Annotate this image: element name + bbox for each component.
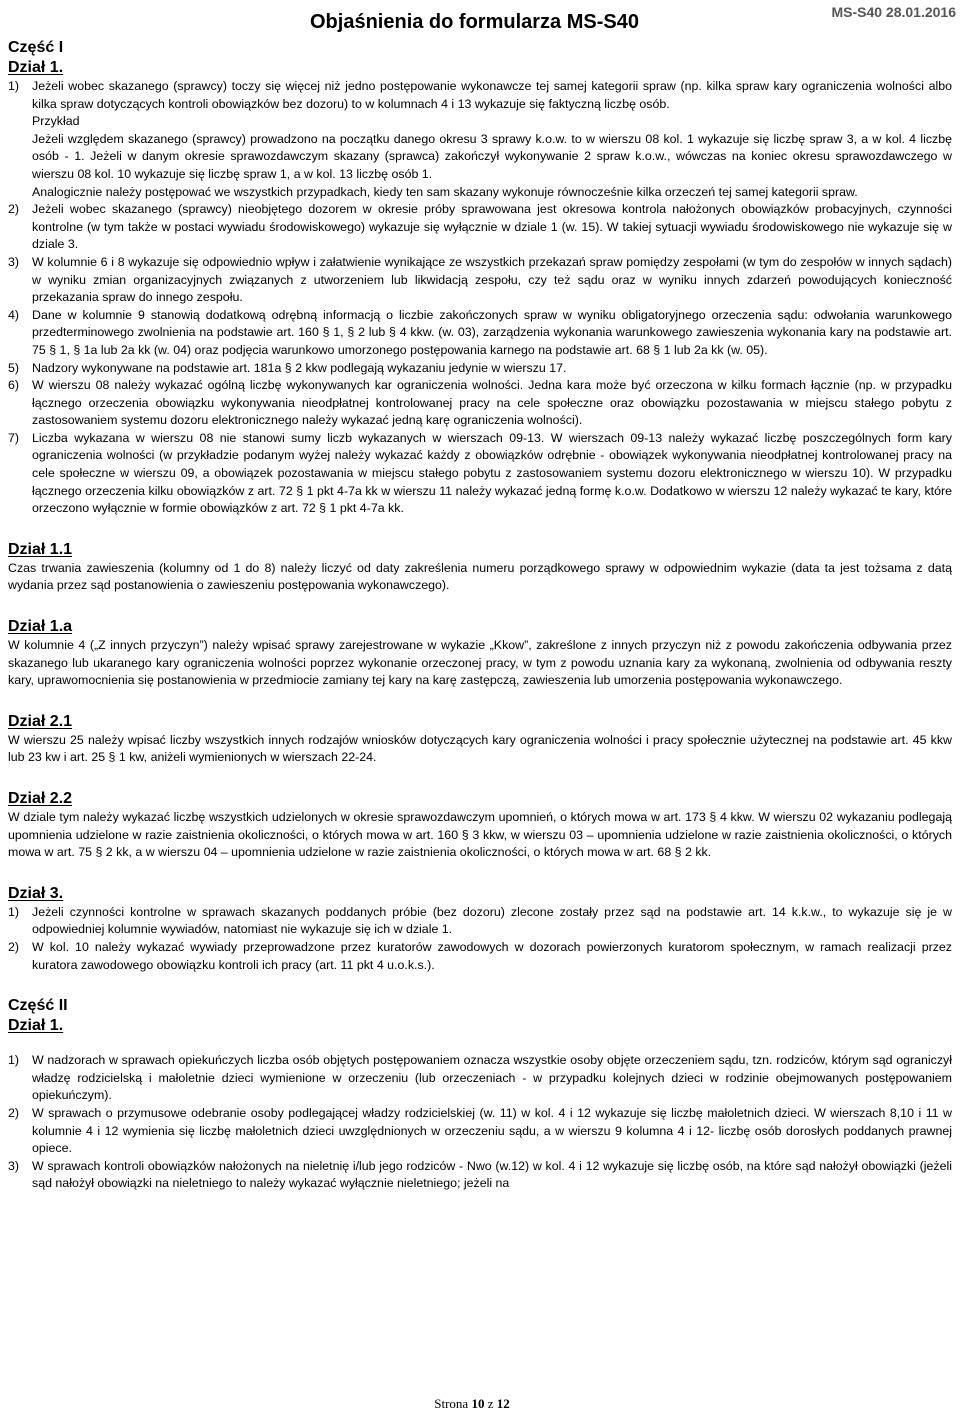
item-number: 1)	[8, 79, 20, 93]
part1-dzial1-list	[8, 78, 952, 518]
list-item	[8, 307, 952, 360]
list-item	[8, 904, 952, 939]
part2-heading: Część II	[8, 997, 68, 1015]
list-item	[8, 377, 952, 430]
footer-page-total: 12	[496, 1396, 510, 1411]
item-number: 5)	[8, 360, 20, 375]
item-text: Jeżeli wobec skazanego (sprawcy) nieobjętego dozorem w okresie próby sprawowana jest okresowa kontrola nałożonych obowiązków probacyjnych, czynności kontrolne (w tym także w postaci wywiadu środowiskowego) wykazuje się wyłącznie w dziale 1 (w. 15). W takiej sytuacji wywiadu środowiskowego nie wykazuje się w dziale 3.	[32, 202, 952, 252]
item-number: 4)	[8, 307, 20, 322]
part1-heading: Część I	[8, 39, 64, 56]
item-number: 1)	[8, 1053, 20, 1068]
dzial-1-1-heading: Dział 1.1	[8, 540, 73, 558]
example-label: Przykład	[32, 114, 80, 129]
item-text: Jeżeli wobec skazanego (sprawcy) toczy się więcej niż jedno postępowanie wykonawcze tej samej kategorii spraw (np. kilka spraw kary ograniczenia wolności albo kilka spraw dotyczących kontroli obowiązków bez dozoru) to w kolumnach 4 i 13 wykazuje się faktyczną liczbę osób.	[32, 79, 952, 111]
list-item	[8, 78, 952, 113]
item-text: Analogicznie należy postępować we wszystkich przypadkach, kiedy ten sam skazany wykonuje równocześnie kilka orzeczeń tej samej kategorii spraw.	[32, 184, 858, 199]
footer-prefix: Strona	[434, 1396, 469, 1411]
part2-dzial1-list	[8, 1052, 952, 1193]
footer-separator: z	[487, 1396, 494, 1411]
item-text: W wierszu 08 należy wykazać ogólną liczbę wykonywanych kar ograniczenia wolności. Jedna kara może być orzeczona w kilku formach łącznie (np. w przypadku łącznego orzeczenia obowiązku wykonywania nieodpłatnej kontrolowanej pracy na cele społeczne oraz obowiązku pozostawania w miejscu stałego pobytu z zastosowaniem systemu dozoru elektronicznego należy wykazać jedną karę ograniczenia wolności).	[32, 378, 952, 428]
item-text: Jeżeli czynności kontrolne w sprawach skazanych poddanych próbie (bez dozoru) zlecone zostały przez sąd na podstawie art. 14 k.k.w., to wykazuje się je w odpowiedniej kolumnie wywiadów, natomiast nie wykazuje się ich w dziale 1.	[32, 904, 952, 937]
item-text: W kol. 10 należy wykazać wywiady przeprowadzone przez kuratorów zawodowych w dozorach powierzonych kuratorom społecznym, w ramach realizacji przez kuratora zawodowego obowiązku kontroli ich pracy (art. 11 pkt 4 u.o.k.s.).	[32, 939, 952, 972]
dzial-3-list	[8, 904, 952, 974]
document-title: Objaśnienia do formularza MS-S40	[310, 11, 639, 33]
item-text: W nadzorach w sprawach opiekuńczych liczba osób objętych postępowaniem oznacza wszystkie osoby objęte orzeczeniem sądu, tzn. rodziców, którym sąd ograniczył władzę rodzicielską i małoletnie dzieci wymienione w orzeczeniu (lub orzeczeniach - w przypadku kolejnych dzieci w rodzinie obejmowanych postępowaniem opiekuńczym).	[32, 1053, 952, 1103]
dzial-2-2-heading: Dział 2.2	[8, 790, 73, 807]
form-code: MS-S40 28.01.2016	[831, 4, 956, 20]
part2-dzial1-heading: Dział 1.	[8, 1017, 64, 1035]
item-text: Dane w kolumnie 9 stanowią dodatkową odrębną informacją o liczbie zakończonych spraw w wyniku obligatoryjnego orzeczenia sądu: odwołania warunkowego przedterminowego zwolnienia na podstawie art. 160 § 1, § 2 lub § 4 kkw. (w. 03), zarządzenia wykonania warunkowego zawieszenia wykonania kary na podstawie art. 75 § 1, § 1a lub 2a kk (w. 04) oraz podjęcia warunkowo umorzonego postępowania karnego na podstawie art. 68 § 1 lub 2a kk (w. 05).	[32, 307, 952, 357]
dzial-1a-heading: Dział 1.a	[8, 618, 73, 636]
dzial-2-1-heading: Dział 2.1	[8, 712, 73, 730]
list-item	[8, 1105, 952, 1158]
list-item	[8, 131, 952, 184]
item-number: 1)	[8, 904, 20, 919]
dzial-1a-text: W kolumnie 4 („Z innych przyczyn”) należy wpisać sprawy zarejestrowane w wykazie „Kkow”, zakreślone z innych przyczyn niż z powodu zakończenia odbywania przez skazanego lub ukaranego kary ograniczenia wolności poprzez wykonanie orzeczonej pracy, w tym z powodu uznania kary za wykonaną, zwolnienia od odbywania reszty kary, uprawomocnienia się postanowienia w przedmiocie zamiany tej kary na karę zastępczą, zawieszenia lub umorzenia postępowania wykonawczego.	[8, 638, 952, 688]
dzial-2-2-text: W dziale tym należy wykazać liczbę wszystkich udzielonych w okresie sprawozdawczym upomnień, o których mowa w art. 173 § 4 kkw. W wierszu 02 wykazaniu podlegają upomnienia udzielone w razie zaistnienia okoliczności, o których mowa w art. 160 § 3 kkw, w wierszu 03 – upomnienia udzielone w razie zaistnienia okoliczności, o których mowa w art. 75 § 2 kk, a w wierszu 04 – upomnienia udzielone w razie zaistnienia okoliczności, o których mowa w art. 68 § 2 kk.	[8, 810, 952, 860]
list-item	[8, 184, 952, 202]
dzial-2-1-text: W wierszu 25 należy wpisać liczby wszystkich innych rodzajów wniosków dotyczących kary ograniczenia wolności i pracy społecznie użytecznej na podstawie art. 45 kkw lub 23 kw i art. 25 § 1 kw, aniżeli wymienionych w wierszach 22-24.	[8, 732, 952, 765]
item-number: 3)	[8, 254, 20, 269]
item-text: Nadzory wykonywane na podstawie art. 181a § 2 kkw podlegają wykazaniu jedynie w wierszu 17.	[32, 360, 567, 375]
list-item	[8, 430, 952, 518]
item-text: Liczba wykazana w wierszu 08 nie stanowi sumy liczb wykazanych w wierszach 09-13. W wierszach 09-13 należy wykazać liczbę poszczególnych form kary ograniczenia wolności (w przykładzie podanym wyżej należy wykazać każdy z obowiązków odrębnie - obowiązek wykonywania nieodpłatnej kontrolowanej pracy na cele społeczne w wierszu 09, a obowiązek pozostawania w miejscu stałego pobytu z zastosowaniem systemu dozoru elektronicznego w wierszu 10). W przypadku łącznego orzeczenia kilku obowiązków z art. 72 § 1 pkt 4-7a kk w wierszu 11 należy wykazać jedną formę k.o.w. Dodatkowo w wierszu 12 należy wykazać te kary, które orzeczono wyłącznie w formie obowiązków z art. 72 § 1 pkt 4-7a kk.	[32, 430, 952, 516]
item-text: W sprawach kontroli obowiązków nałożonych na nieletnię i/lub jego rodziców - Nwo (w.12) w kol. 4 i 12 wykazuje się liczbę osób, na które sąd nałożył obowiązki (jeżeli sąd nałożył obowiązki na nieletniego to należy wykazać wyłącznie nieletniego; jeżeli na	[32, 1158, 952, 1191]
list-item	[8, 254, 952, 307]
dzial-3-heading: Dział 3.	[8, 884, 64, 902]
part1-dzial1-heading: Dział 1.	[8, 59, 64, 76]
item-number: 2)	[8, 202, 20, 217]
item-text: W kolumnie 6 i 8 wykazuje się odpowiednio wpływ i załatwienie wynikające ze wszystkich przekazań spraw pomiędzy zespołami (w tym do zespołów w innych sądach) w wyniku zmian organizacyjnych związanych z utworzeniem lub likwidacją zespołu, czy też sądu oraz w wyniku innych zdarzeń powodujących konieczność przekazania spraw do innego zespołu.	[32, 254, 952, 305]
item-number: 2)	[8, 939, 20, 954]
item-number: 6)	[8, 378, 20, 393]
footer-page-number: 10	[471, 1396, 485, 1411]
page-footer	[0, 1396, 944, 1412]
item-number: 3)	[8, 1158, 20, 1173]
list-item	[8, 113, 952, 131]
list-item	[8, 939, 952, 974]
list-item	[8, 201, 952, 254]
dzial-1-1-text: Czas trwania zawieszenia (kolumny od 1 do 8) należy liczyć od daty zakreślenia numeru porządkowego sprawy w odpowiednim wykazie (data ta jest tożsama z datą wydania przez sąd postanowienia o zawieszeniu postępowania wykonawczego).	[8, 560, 952, 593]
item-number: 2)	[8, 1105, 20, 1120]
list-item	[8, 360, 952, 378]
item-text: W sprawach o przymusowe odebranie osoby podlegającej władzy rodzicielskiej (w. 11) w kol. 4 i 12 wykazuje się liczbę małoletnich dzieci. W wierszach 8,10 i 11 w kolumnie 4 i 12 wymienia się liczbę małoletnich dzieci uwzględnionych w orzeczeniu sądu, a w wierszu 9 kolumna 4 i 12- liczbę osób dorosłych poddanych prawnej opiece.	[32, 1105, 952, 1156]
example-text: Jeżeli względem skazanego (sprawcy) prowadzono na początku danego okresu 3 sprawy k.o.w. to w wierszu 08 kol. 1 wykazuje się liczbę spraw 3, a w kol. 4 liczbę osób - 1. Jeżeli w danym okresie sprawozdawczym skazany (sprawca) zakończył wykonywanie 2 spraw k.o.w., wówczas na koniec okresu sprawozdawczego w wierszu 08 kol. 10 wykazuje się liczbę spraw 1, a w kol. 13 liczbę osób 1.	[32, 131, 952, 181]
item-number: 7)	[8, 430, 20, 445]
list-item	[8, 1052, 952, 1105]
list-item	[8, 1158, 952, 1193]
